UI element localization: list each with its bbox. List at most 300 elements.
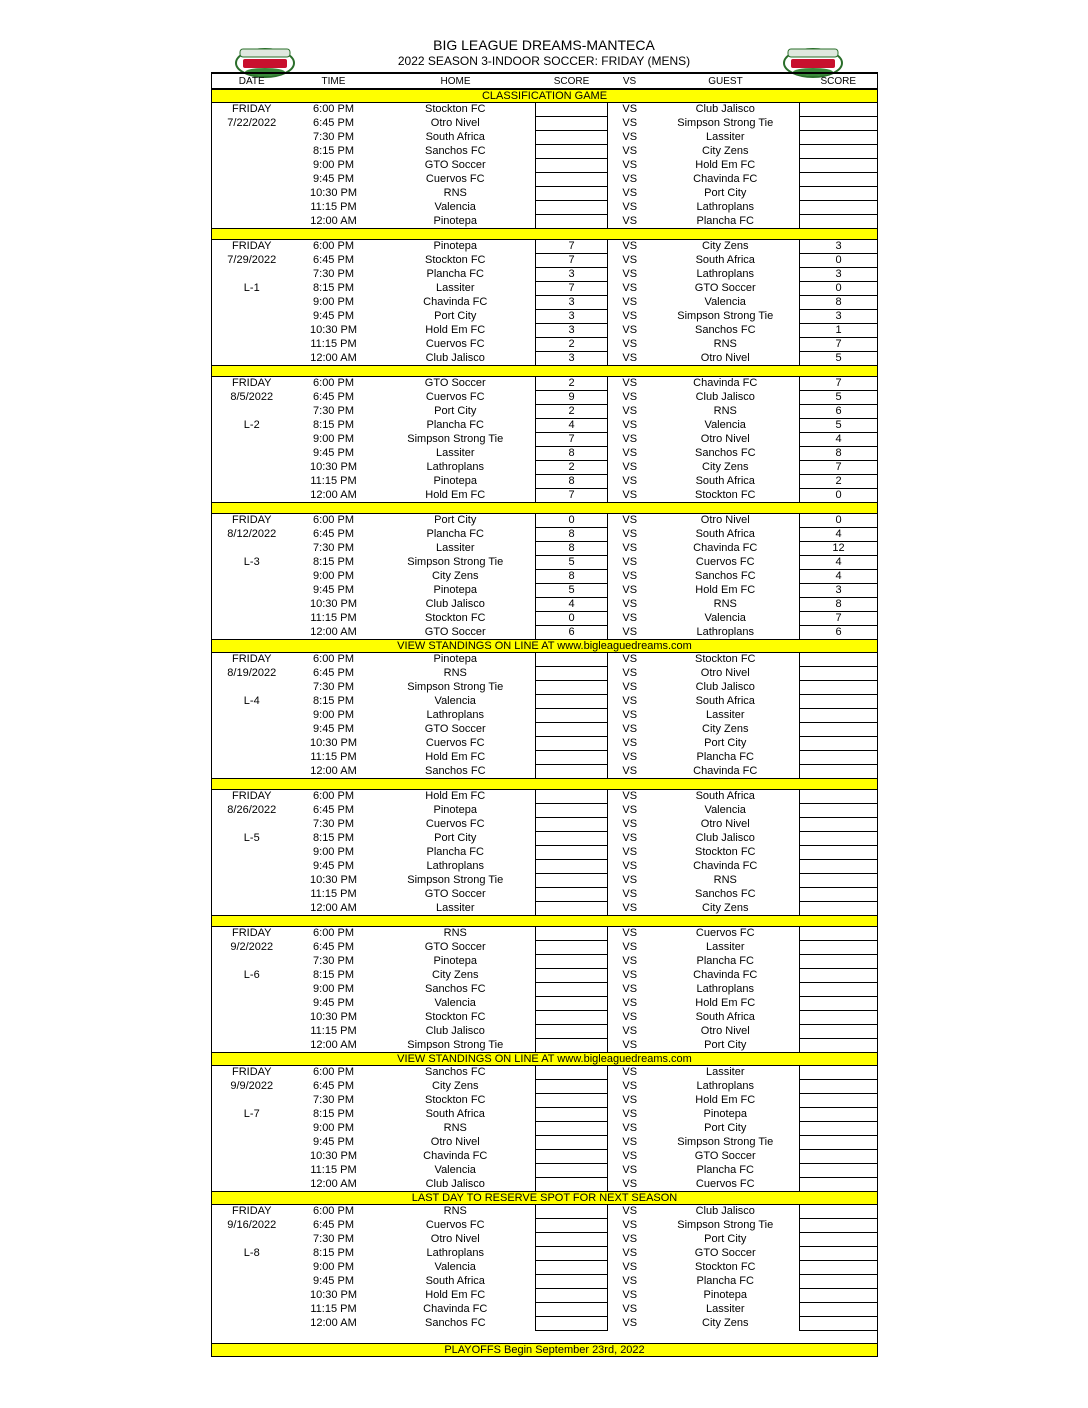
home-team: Plancha FC	[426, 419, 484, 431]
home-team: GTO Soccer	[424, 941, 486, 953]
game-row	[212, 391, 878, 405]
guest-score	[800, 832, 878, 846]
game-row	[212, 941, 878, 955]
game-time: 9:00 PM	[313, 570, 354, 582]
vs-label: VS	[622, 667, 638, 679]
game-time: 9:00 PM	[313, 983, 354, 995]
home-team: Plancha FC	[426, 268, 484, 280]
home-team: City Zens	[432, 1080, 479, 1092]
game-row	[212, 1303, 878, 1317]
guest-score	[800, 187, 878, 201]
date-cell	[212, 751, 292, 765]
home-team: City Zens	[432, 969, 479, 981]
vs-label: VS	[622, 888, 638, 900]
date-cell: FRIDAY	[231, 514, 272, 527]
guest-team: Plancha FC	[696, 214, 754, 227]
guest-team: Plancha FC	[696, 1164, 754, 1176]
guest-score	[800, 888, 878, 902]
home-team: Simpson Strong Tie	[407, 1038, 504, 1051]
game-row	[212, 542, 878, 556]
game-time: 10:30 PM	[309, 1011, 358, 1023]
home-team: Stockton FC	[424, 1094, 486, 1106]
guest-team: South Africa	[695, 528, 755, 540]
guest-score	[800, 103, 878, 117]
guest-team: Lassiter	[705, 1066, 745, 1079]
date-cell: L-8	[243, 1247, 260, 1259]
guest-score: 3	[800, 584, 878, 598]
date-cell	[212, 598, 292, 612]
home-score	[536, 1275, 608, 1289]
home-team: Hold Em FC	[425, 790, 486, 803]
game-row	[212, 514, 878, 528]
home-score	[536, 1136, 608, 1150]
vs-label: VS	[622, 103, 638, 116]
guest-team: Lathroplans	[696, 625, 754, 638]
date-cell: L-5	[243, 832, 260, 844]
date-cell	[212, 1178, 292, 1192]
home-team: RNS	[443, 187, 467, 199]
date-cell	[212, 1261, 292, 1275]
home-score	[536, 983, 608, 997]
home-score	[536, 653, 608, 667]
guest-team: Pinotepa	[703, 1289, 747, 1301]
game-time: 12:00 AM	[310, 625, 357, 638]
date-cell	[212, 1025, 292, 1039]
home-team: Pinotepa	[433, 475, 477, 487]
game-time: 9:45 PM	[313, 723, 354, 735]
vs-label: VS	[622, 1066, 638, 1079]
date-cell	[212, 489, 292, 503]
footer-spacer-row	[212, 1331, 878, 1344]
game-time: 6:45 PM	[313, 667, 354, 679]
guest-score	[800, 1039, 878, 1053]
guest-team: Lathroplans	[696, 983, 754, 995]
game-time: 6:00 PM	[313, 377, 354, 390]
game-row	[212, 804, 878, 818]
guest-team: South Africa	[695, 475, 755, 487]
game-time: 10:30 PM	[309, 461, 358, 473]
guest-team: GTO Soccer	[694, 282, 756, 294]
vs-label: VS	[622, 1080, 638, 1092]
game-row	[212, 240, 878, 254]
guest-team: Chavinda FC	[693, 173, 758, 185]
date-cell	[212, 983, 292, 997]
date-cell: 9/2/2022	[230, 941, 274, 953]
page-title: BIG LEAGUE DREAMS-MANTECA	[433, 37, 655, 53]
game-time: 12:00 AM	[310, 1177, 357, 1190]
guest-team: Stockton FC	[694, 1261, 756, 1273]
game-time: 8:15 PM	[313, 556, 354, 568]
home-team: South Africa	[425, 1275, 485, 1287]
game-time: 9:45 PM	[313, 860, 354, 872]
game-row	[212, 570, 878, 584]
date-cell	[212, 187, 292, 201]
date-cell	[212, 1317, 292, 1331]
home-team: Otro Nivel	[430, 1136, 480, 1148]
game-time: 7:30 PM	[313, 542, 354, 554]
game-time: 6:45 PM	[313, 391, 354, 403]
game-time: 7:30 PM	[313, 1094, 354, 1106]
game-time: 6:45 PM	[313, 941, 354, 953]
home-score	[536, 709, 608, 723]
game-row	[212, 790, 878, 804]
vs-label: VS	[622, 391, 638, 403]
date-cell	[212, 1011, 292, 1025]
guest-team: RNS	[713, 598, 737, 610]
date-cell: 7/29/2022	[227, 254, 277, 266]
guest-score	[800, 804, 878, 818]
week-banner-text: CLASSIFICATION GAME	[212, 89, 878, 103]
vs-label: VS	[622, 1038, 638, 1051]
home-team: Stockton FC	[424, 1011, 486, 1023]
game-time: 6:00 PM	[313, 1205, 354, 1218]
vs-label: VS	[622, 475, 638, 487]
game-time: 7:30 PM	[313, 955, 354, 967]
home-score: 2	[536, 338, 608, 352]
vs-label: VS	[622, 818, 638, 830]
home-score	[536, 902, 608, 916]
guest-score: 0	[800, 514, 878, 528]
date-cell: L-1	[243, 282, 260, 294]
home-score: 8	[536, 528, 608, 542]
date-cell	[212, 159, 292, 173]
home-score: 2	[536, 461, 608, 475]
date-cell	[212, 310, 292, 324]
week-banner-text: VIEW STANDINGS ON LINE AT www.bigleaguedreams.com	[212, 640, 878, 653]
game-row	[212, 145, 878, 159]
vs-label: VS	[622, 556, 638, 568]
game-time: 6:00 PM	[313, 927, 354, 940]
vs-label: VS	[622, 695, 638, 707]
home-team: RNS	[443, 1205, 467, 1218]
guest-score	[800, 983, 878, 997]
vs-label: VS	[622, 941, 638, 953]
home-score: 7	[536, 240, 608, 254]
guest-score: 5	[800, 419, 878, 433]
date-cell: 8/26/2022	[227, 804, 277, 816]
vs-label: VS	[622, 514, 638, 527]
home-team: Stockton FC	[424, 103, 486, 116]
home-score: 7	[536, 282, 608, 296]
guest-score	[800, 215, 878, 229]
game-time: 9:45 PM	[313, 1136, 354, 1148]
guest-score: 1	[800, 324, 878, 338]
home-score: 8	[536, 570, 608, 584]
vs-label: VS	[622, 296, 638, 308]
game-row	[212, 352, 878, 366]
vs-label: VS	[622, 612, 638, 624]
game-time: 11:15 PM	[310, 475, 357, 487]
game-row	[212, 818, 878, 832]
home-team: RNS	[443, 927, 467, 940]
date-cell	[212, 475, 292, 489]
home-score	[536, 723, 608, 737]
guest-score: 6	[800, 405, 878, 419]
game-time: 11:15 PM	[310, 888, 357, 900]
home-score	[536, 751, 608, 765]
home-team: Cuervos FC	[425, 391, 485, 403]
game-time: 11:15 PM	[310, 1303, 357, 1315]
guest-score	[800, 1150, 878, 1164]
home-score	[536, 790, 608, 804]
game-time: 6:45 PM	[313, 1219, 354, 1231]
home-team: GTO Soccer	[424, 625, 486, 638]
game-row	[212, 489, 878, 503]
game-row	[212, 419, 878, 433]
game-time: 6:45 PM	[313, 254, 354, 266]
game-time: 12:00 AM	[310, 1317, 357, 1329]
date-cell: 8/5/2022	[230, 391, 274, 403]
home-score	[536, 955, 608, 969]
guest-score: 7	[800, 612, 878, 626]
game-row	[212, 556, 878, 570]
vs-label: VS	[622, 1136, 638, 1148]
home-score	[536, 969, 608, 983]
game-time: 7:30 PM	[313, 131, 354, 143]
date-cell	[212, 131, 292, 145]
date-cell	[212, 1275, 292, 1289]
guest-team: Port City	[704, 1233, 747, 1245]
guest-score	[800, 765, 878, 779]
week-banner	[212, 1053, 878, 1066]
date-cell	[212, 1122, 292, 1136]
home-team: Hold Em FC	[425, 751, 486, 763]
home-team: Simpson Strong Tie	[407, 433, 504, 445]
vs-label: VS	[622, 901, 638, 914]
guest-score: 0	[800, 254, 878, 268]
game-row	[212, 653, 878, 667]
game-time: 6:00 PM	[313, 514, 354, 527]
game-row	[212, 1039, 878, 1053]
vs-label: VS	[622, 790, 638, 803]
date-cell	[212, 709, 292, 723]
game-time: 7:30 PM	[313, 681, 354, 693]
game-row	[212, 1164, 878, 1178]
game-row	[212, 131, 878, 145]
guest-team: RNS	[713, 338, 737, 350]
date-cell: 8/19/2022	[227, 667, 277, 679]
home-score	[536, 832, 608, 846]
guest-team: Lassiter	[705, 131, 745, 143]
game-row	[212, 997, 878, 1011]
home-score	[536, 874, 608, 888]
guest-score	[800, 1261, 878, 1275]
home-team: Sanchos FC	[424, 1066, 486, 1079]
home-team: Valencia	[434, 201, 476, 213]
home-score	[536, 201, 608, 215]
home-team: GTO Soccer	[424, 723, 486, 735]
guest-team: Stockton FC	[694, 488, 756, 501]
vs-label: VS	[622, 433, 638, 445]
game-time: 12:00 AM	[310, 764, 357, 777]
home-score	[536, 1178, 608, 1192]
vs-label: VS	[622, 1108, 638, 1120]
guest-team: Port City	[704, 1038, 747, 1051]
vs-label: VS	[622, 405, 638, 417]
guest-team: Otro Nivel	[700, 818, 750, 830]
game-row	[212, 1233, 878, 1247]
home-team: RNS	[443, 667, 467, 679]
guest-team: Otro Nivel	[700, 514, 750, 527]
home-team: South Africa	[425, 1108, 485, 1120]
home-score	[536, 818, 608, 832]
home-team: Hold Em FC	[425, 1289, 486, 1301]
guest-team: City Zens	[702, 723, 749, 735]
guest-score	[800, 1219, 878, 1233]
game-row	[212, 1275, 878, 1289]
schedule-table	[211, 72, 878, 1357]
game-time: 9:45 PM	[313, 584, 354, 596]
home-score	[536, 1261, 608, 1275]
game-time: 10:30 PM	[309, 874, 358, 886]
home-score	[536, 1317, 608, 1331]
game-time: 7:30 PM	[313, 1233, 354, 1245]
home-score	[536, 927, 608, 941]
date-cell: L-4	[243, 695, 260, 707]
game-row	[212, 254, 878, 268]
guest-team: Sanchos FC	[694, 447, 756, 459]
game-time: 11:15 PM	[310, 751, 357, 763]
date-cell: FRIDAY	[231, 377, 272, 390]
vs-label: VS	[622, 1317, 638, 1329]
home-team: Port City	[434, 310, 477, 322]
game-time: 6:45 PM	[313, 528, 354, 540]
game-row	[212, 282, 878, 296]
home-team: Club Jalisco	[425, 1177, 485, 1190]
game-row	[212, 338, 878, 352]
guest-score	[800, 969, 878, 983]
vs-label: VS	[622, 846, 638, 858]
game-time: 6:00 PM	[313, 1066, 354, 1079]
vs-label: VS	[622, 1275, 638, 1287]
guest-team: Hold Em FC	[695, 584, 756, 596]
home-score	[536, 173, 608, 187]
vs-label: VS	[622, 653, 638, 666]
vs-label: VS	[622, 681, 638, 693]
guest-team: Stockton FC	[694, 653, 756, 666]
date-cell	[212, 584, 292, 598]
date-cell	[212, 1039, 292, 1053]
guest-score	[800, 159, 878, 173]
home-team: Chavinda FC	[423, 1150, 488, 1162]
vs-label: VS	[622, 461, 638, 473]
guest-score	[800, 1317, 878, 1331]
vs-label: VS	[622, 338, 638, 350]
guest-score	[800, 1094, 878, 1108]
home-team: Valencia	[434, 695, 476, 707]
home-team: Port City	[434, 405, 477, 417]
vs-label: VS	[622, 1261, 638, 1273]
vs-label: VS	[622, 419, 638, 431]
game-row	[212, 1247, 878, 1261]
guest-score	[800, 681, 878, 695]
home-score: 8	[536, 475, 608, 489]
game-time: 10:30 PM	[309, 598, 358, 610]
week-banner-text	[212, 229, 878, 240]
game-time: 8:15 PM	[313, 282, 354, 294]
home-score	[536, 860, 608, 874]
home-score: 2	[536, 377, 608, 391]
guest-team: Simpson Strong Tie	[677, 1136, 774, 1148]
guest-score	[800, 145, 878, 159]
guest-score	[800, 751, 878, 765]
guest-score: 3	[800, 240, 878, 254]
game-row	[212, 927, 878, 941]
vs-label: VS	[622, 268, 638, 280]
vs-label: VS	[622, 1094, 638, 1106]
date-cell	[212, 860, 292, 874]
date-cell	[212, 447, 292, 461]
home-team: Pinotepa	[433, 214, 477, 227]
guest-score	[800, 667, 878, 681]
guest-team: South Africa	[695, 1011, 755, 1023]
vs-label: VS	[622, 1150, 638, 1162]
date-cell	[212, 542, 292, 556]
game-time: 8:15 PM	[313, 145, 354, 157]
home-team: Pinotepa	[433, 955, 477, 967]
game-time: 9:45 PM	[313, 173, 354, 185]
home-score	[536, 1025, 608, 1039]
home-score	[536, 1150, 608, 1164]
vs-label: VS	[622, 1011, 638, 1023]
date-cell	[212, 902, 292, 916]
game-row	[212, 1178, 878, 1192]
game-row	[212, 584, 878, 598]
guest-team: Hold Em FC	[695, 997, 756, 1009]
game-time: 9:00 PM	[313, 846, 354, 858]
week-banner	[212, 916, 878, 927]
home-team: Pinotepa	[433, 584, 477, 596]
home-team: GTO Soccer	[424, 888, 486, 900]
guest-team: Plancha FC	[696, 1275, 754, 1287]
guest-team: Lathroplans	[696, 268, 754, 280]
home-score	[536, 1011, 608, 1025]
date-cell	[212, 461, 292, 475]
game-time: 12:00 AM	[310, 214, 357, 227]
home-team: Stockton FC	[424, 612, 486, 624]
playoffs-banner	[212, 1344, 878, 1357]
game-row	[212, 1122, 878, 1136]
home-score: 7	[536, 489, 608, 503]
guest-score: 4	[800, 570, 878, 584]
game-row	[212, 296, 878, 310]
vs-label: VS	[622, 874, 638, 886]
guest-team: Club Jalisco	[695, 103, 755, 116]
home-score	[536, 681, 608, 695]
game-time: 7:30 PM	[313, 268, 354, 280]
guest-team: Valencia	[704, 804, 746, 816]
home-team: Sanchos FC	[424, 145, 486, 157]
game-time: 7:30 PM	[313, 405, 354, 417]
game-row	[212, 1261, 878, 1275]
guest-team: Port City	[704, 1122, 747, 1134]
game-time: 12:00 AM	[310, 901, 357, 914]
date-cell	[212, 955, 292, 969]
guest-score: 2	[800, 475, 878, 489]
guest-team: Pinotepa	[703, 1108, 747, 1120]
date-cell	[212, 268, 292, 282]
home-score: 0	[536, 612, 608, 626]
game-time: 6:00 PM	[313, 653, 354, 666]
guest-team: Port City	[704, 737, 747, 749]
guest-team: Sanchos FC	[694, 324, 756, 336]
guest-score	[800, 709, 878, 723]
home-score: 5	[536, 584, 608, 598]
home-team: Chavinda FC	[423, 296, 488, 308]
date-cell	[212, 173, 292, 187]
game-time: 9:45 PM	[313, 447, 354, 459]
week-banner	[212, 779, 878, 790]
